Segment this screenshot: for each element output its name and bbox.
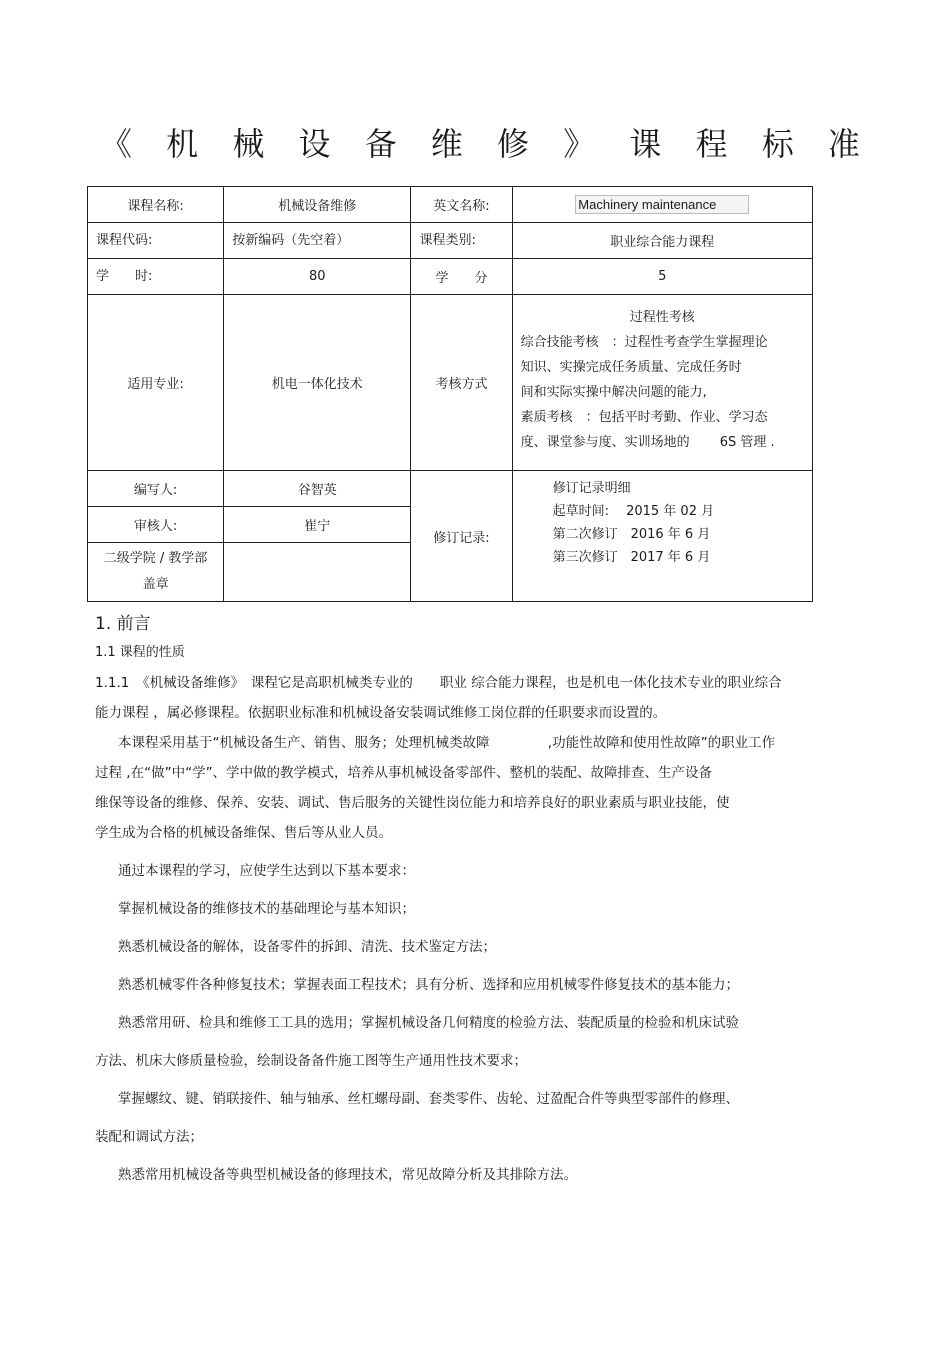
assessment-line: 素质考核 ：包括平时考勤、作业、学习态 bbox=[520, 410, 768, 425]
reviewer-value: 崔宁 bbox=[224, 507, 411, 543]
paragraph-line: 学生成为合格的机械设备维保、售后等从业人员。 bbox=[95, 825, 392, 841]
hours-value: 80 bbox=[224, 259, 411, 295]
assessment-label: 考核方式 bbox=[411, 295, 512, 471]
paragraph-line: 1.1.1 《机械设备维修》 课程它是高职机械类专业的 职业 综合能力课程，也是机电一体化技术专业的职业综合 bbox=[95, 675, 782, 691]
course-type-label: 课程类别: bbox=[411, 223, 512, 259]
assessment-details bbox=[512, 295, 812, 471]
author-value: 谷智英 bbox=[224, 471, 411, 507]
requirements-intro: 通过本课程的学习，应使学生达到以下基本要求： bbox=[118, 863, 415, 879]
assessment-line: 间和实际实操中解决问题的能力, bbox=[520, 385, 707, 400]
document-title bbox=[100, 122, 860, 166]
paragraph-line: 维保等设备的维修、保养、安装、调试、售后服务的关键性岗位能力和培养良好的职业素质与职业技能，使 bbox=[95, 795, 730, 811]
revision-line: 第三次修订 2017 年 6 月 bbox=[552, 550, 711, 565]
requirement-item: 掌握螺纹、键、销联接件、轴与轴承、丝杠螺母副、套类零件、齿轮、过盈配合件等典型零部件的修理、 bbox=[118, 1091, 739, 1107]
main-content bbox=[95, 610, 815, 1190]
title-char: 课 bbox=[629, 125, 662, 163]
reviewer-label: 审核人: bbox=[88, 507, 224, 543]
english-name-label: 英文名称: bbox=[411, 187, 512, 223]
requirement-item: 熟悉机械设备的解体，设备零件的拆卸、清洗、技术鉴定方法； bbox=[118, 939, 496, 955]
title-char: 设 bbox=[298, 125, 331, 163]
title-char: 机 bbox=[166, 125, 199, 163]
paragraph-line: 过程 ,在“做”中“学”、学中做的教学模式，培养从事机械设备零部件、整机的装配、故障排查、生产设备 bbox=[95, 765, 713, 781]
requirement-item: 熟悉常用研、检具和维修工工具的选用；掌握机械设备几何精度的检验方法、装配质量的检验和机床试验 bbox=[118, 1015, 739, 1031]
dept-stamp-area bbox=[224, 543, 411, 602]
dept-stamp-label bbox=[88, 543, 224, 602]
credits-value: 5 bbox=[512, 259, 812, 295]
requirement-item: 熟悉机械零件各种修复技术；掌握表面工程技术；具有分析、选择和应用机械零件修复技术的基本能力； bbox=[118, 977, 739, 993]
assessment-line: 过程性考核 bbox=[629, 310, 695, 325]
assessment-line: 综合技能考核 ：过程性考查学生掌握理论 bbox=[520, 335, 768, 350]
title-char: 修 bbox=[497, 125, 530, 163]
revision-line: 第二次修订 2016 年 6 月 bbox=[552, 527, 711, 542]
english-name-value: Machinery maintenance bbox=[575, 195, 749, 214]
revision-line: 修订记录明细 bbox=[552, 481, 631, 496]
requirement-item: 熟悉常用机械设备等典型机械设备的修理技术，常见故障分析及其排除方法。 bbox=[118, 1167, 577, 1183]
requirement-item-cont: 装配和调试方法； bbox=[95, 1129, 203, 1145]
revision-line: 起草时间: 2015 年 02 月 bbox=[552, 504, 715, 519]
course-code-label: 课程代码: bbox=[88, 223, 224, 259]
requirement-item: 掌握机械设备的维修技术的基础理论与基本知识； bbox=[118, 901, 415, 917]
requirement-item-cont: 方法、机床大修质量检验，绘制设备备件施工图等生产通用性技术要求； bbox=[95, 1053, 527, 1069]
title-char: 程 bbox=[695, 125, 728, 163]
subsection-heading: 1.1 课程的性质 bbox=[95, 645, 185, 660]
course-info-table bbox=[87, 186, 813, 602]
credits-label: 学 分 bbox=[411, 259, 512, 295]
english-name-cell bbox=[512, 187, 812, 223]
title-char: 》 bbox=[563, 125, 596, 163]
revision-details bbox=[512, 471, 812, 602]
dept-label-line: 二级学院 / 教学部 bbox=[103, 551, 208, 566]
revision-label: 修订记录: bbox=[411, 471, 512, 602]
hours-label: 学 时: bbox=[88, 259, 224, 295]
title-char: 《 bbox=[100, 125, 133, 163]
assessment-line: 度、课堂参与度、实训场地的 6S 管理 . bbox=[520, 435, 775, 450]
assessment-line: 知识、实操完成任务质量、完成任务时 bbox=[520, 360, 742, 375]
major-value: 机电一体化技术 bbox=[224, 295, 411, 471]
title-char: 备 bbox=[364, 125, 397, 163]
dept-label-line: 盖章 bbox=[142, 577, 169, 592]
title-char: 械 bbox=[232, 125, 265, 163]
title-char: 标 bbox=[761, 125, 794, 163]
course-name-value: 机械设备维修 bbox=[224, 187, 411, 223]
course-code-value: 按新编码（先空着） bbox=[224, 223, 411, 259]
paragraph-line: 能力课程 ，属必修课程。依据职业标准和机械设备安装调试维修工岗位群的任职要求而设置的。 bbox=[95, 705, 667, 721]
section-heading: 1. 前言 bbox=[95, 614, 151, 634]
author-label: 编写人: bbox=[88, 471, 224, 507]
major-label: 适用专业: bbox=[88, 295, 224, 471]
title-char: 维 bbox=[430, 125, 463, 163]
paragraph-line: 本课程采用基于“机械设备生产、销售、服务；处理机械类故障 ,功能性故障和使用性故障”的职业工作 bbox=[118, 735, 776, 751]
course-name-label: 课程名称: bbox=[88, 187, 224, 223]
title-char: 准 bbox=[827, 125, 860, 163]
course-type-value: 职业综合能力课程 bbox=[512, 223, 812, 259]
